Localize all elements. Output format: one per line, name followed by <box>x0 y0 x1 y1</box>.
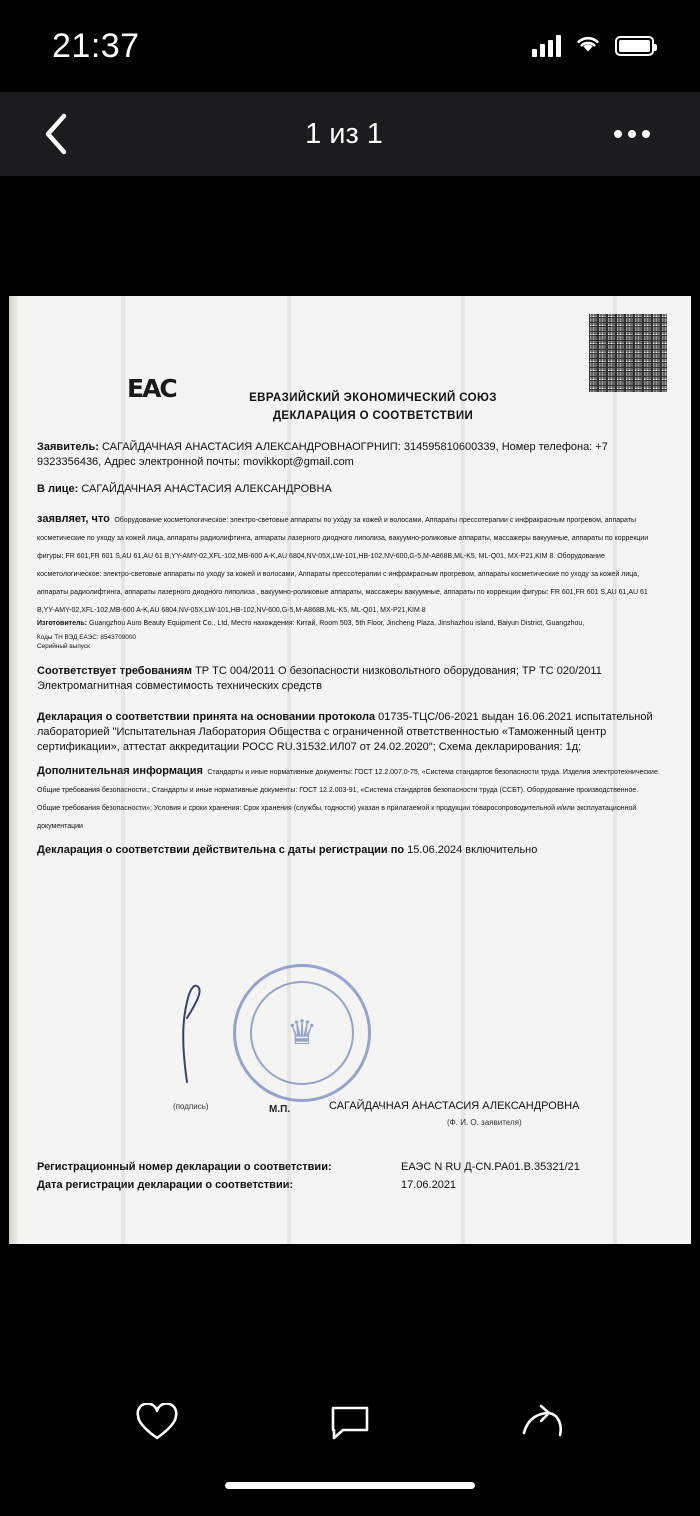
document-image-wrapper <box>0 296 700 1244</box>
more-options-button[interactable] <box>604 106 660 162</box>
eagle-emblem-icon: ♛ <box>286 1013 318 1052</box>
eac-mark: ЕAC <box>127 374 176 403</box>
paper-edge-shadow <box>9 296 19 1244</box>
back-button[interactable] <box>28 106 84 162</box>
status-time: 21:37 <box>52 26 140 65</box>
manufacturer-value: Guangzhou Auro Beauty Equipment Co., Ltd, Место нахождения: Китай, Room 503, 5th Floor, Jincheng Plaza, Jinshazhou island, Baiyun District, Guangzhou, <box>89 620 585 627</box>
conformity-value: ТР ТС 004/2011 О безопасности низковольтного оборудования; ТР ТС 020/2011 Электромагнитная совместимость технических средств <box>37 664 602 692</box>
page-title: 1 из 1 <box>305 117 383 150</box>
share-button[interactable] <box>508 1388 578 1458</box>
manufacturer-block <box>37 619 663 628</box>
applicant-value: САГАЙДАЧНАЯ АНАСТАСИЯ АЛЕКСАНДРОВНАОГРНИП: 314595810600339, Номер телефона: +7 9323356436, Адрес электронной почты: movikkopt@gmail.com <box>37 441 608 468</box>
image-viewer[interactable] <box>0 176 700 1364</box>
comment-button[interactable] <box>315 1388 385 1458</box>
document-header-line1: ЕВРАЗИЙСКИЙ ЭКОНОМИЧЕСКИЙ СОЮЗ <box>249 392 497 404</box>
person-block <box>37 482 663 497</box>
additional-block <box>37 761 663 833</box>
validity-value: 15.06.2024 включительно <box>407 843 538 856</box>
official-round-stamp-icon <box>233 964 371 1102</box>
conformity-label: Соответствует требованиям <box>37 664 192 677</box>
declares-label: заявляет, что <box>37 513 110 525</box>
like-button[interactable] <box>122 1388 192 1458</box>
reg-date-value: 17.06.2021 <box>401 1178 457 1191</box>
status-indicators <box>532 33 654 59</box>
registration-rows <box>37 1158 663 1194</box>
declares-value: Оборудование косметологическое: электро-световые аппараты по уходу за кожей и волосами, Аппараты прессотерапии с инфракрасным прогревом, аппараты косметические по уходу за кожей лица, аппараты радиолифтинга, аппараты лазерного диодного липолиза, вакуумно-роликовые аппараты, массажеры вакуумные, аппараты по коррекции фигуры: FR 601,FR 601 S,AU 61,AU 61 B,YY-AMY-02,XFL-102,MB-600 A-K,AU 6804,NV-05X,LW-101,HB-102,NV-600,G-5,M-A868B,ML-K5, ML-Q01, MX-P21,KIM 8. Оборудование косметологическое: электро-световые аппараты по уходу за кожей и волосами, Аппараты прессотерапии с инфракрасным прогревом, аппараты косметические по уходу за кожей лица, аппараты радиолифтинга, аппараты лазерного диодного липолиза , вакуумно-роликовые аппараты, массажеры вакуумные, аппараты по коррекции фигуры: FR 601,FR 601 S,AU 61,AU 61 B,YY-AMY-02,XFL-102,MB-600 A-K,AU 6804,NV-05X,LW-101,HB-102,NV-600,G-5,M-A868B,ML-K5, ML-Q01, MX-P21,KIM 8 <box>37 517 649 614</box>
qr-code <box>589 314 667 392</box>
additional-value: Стандарты и иные нормативные документы: ГОСТ 12.2.007.0-75, «Система стандартов безопасности труда. Изделия электротехнические. Общие требования безопасности.; Стандарты и иные нормативные документы: ГОСТ 12.2.003-91, «Система стандартов безопасности труда (ССБТ). Оборудование производственное. Общие требования безопасности»; Условия и сроки хранения: Срок хранения (службы, годности) указан в прилагаемой к продукции товаросопроводительной и/или эксплуатационной документации <box>37 768 660 830</box>
protocol-block <box>37 710 663 755</box>
reg-number-label: Регистрационный номер декларации о соответствии: <box>37 1160 332 1173</box>
tn-ved-line: Коды ТН ВЭД ЕАЭС: 8543709000 <box>37 634 136 642</box>
declaration-document <box>9 296 691 1244</box>
handwritten-signature-icon <box>157 974 227 1084</box>
person-label: В лице: <box>37 483 79 495</box>
additional-label: Дополнительная информация <box>37 764 203 777</box>
declarant-caption: (Ф. И. О. заявителя) <box>447 1117 522 1127</box>
home-indicator[interactable] <box>0 1482 700 1516</box>
manufacturer-label: Изготовитель: <box>37 620 88 627</box>
signature-caption: (подпись) <box>173 1101 209 1111</box>
registration-date-row <box>37 1176 663 1194</box>
validity-block <box>37 843 663 858</box>
status-bar <box>0 0 700 92</box>
serial-line: Серийный выпуск <box>37 643 90 650</box>
person-value: САГАЙДАЧНАЯ АНАСТАСИЯ АЛЕКСАНДРОВНА <box>81 483 332 495</box>
cellular-signal-icon <box>532 35 561 57</box>
mp-label: М.П. <box>269 1103 291 1115</box>
reg-date-label: Дата регистрации декларации о соответствии: <box>37 1178 294 1191</box>
declares-block <box>37 509 663 617</box>
reg-number-value: ЕАЭС N RU Д-CN.РА01.В.35321/21 <box>401 1160 580 1173</box>
signature-stamp-area <box>37 946 663 1156</box>
protocol-label: Декларация о соответствии принята на основании протокола <box>37 710 376 723</box>
navigation-bar <box>0 92 700 176</box>
conformity-block <box>37 664 663 694</box>
declarant-name: САГАЙДАЧНАЯ АНАСТАСИЯ АЛЕКСАНДРОВНА <box>329 1099 580 1112</box>
validity-label: Декларация о соответствии действительна с даты регистрации по <box>37 843 405 856</box>
applicant-block <box>37 440 663 470</box>
battery-icon <box>615 36 654 56</box>
action-bar <box>0 1364 700 1482</box>
registration-number-row <box>37 1158 663 1176</box>
wifi-icon <box>574 33 602 59</box>
document-header-line2: ДЕКЛАРАЦИЯ О СООТВЕТСТВИИ <box>272 410 474 422</box>
applicant-label: Заявитель: <box>37 441 99 453</box>
protocol-value: 01735-ТЦС/06-2021 выдан 16.06.2021 испытательной лабораторией "Испытательная Лаборатория Общества с ограниченной ответственностью «Таможенный центр сертификации», аттестат аккредитации РОСС RU.31532.ИЛ07 от 24.02.2020"; Схема декларирования: 1д; <box>37 710 653 753</box>
